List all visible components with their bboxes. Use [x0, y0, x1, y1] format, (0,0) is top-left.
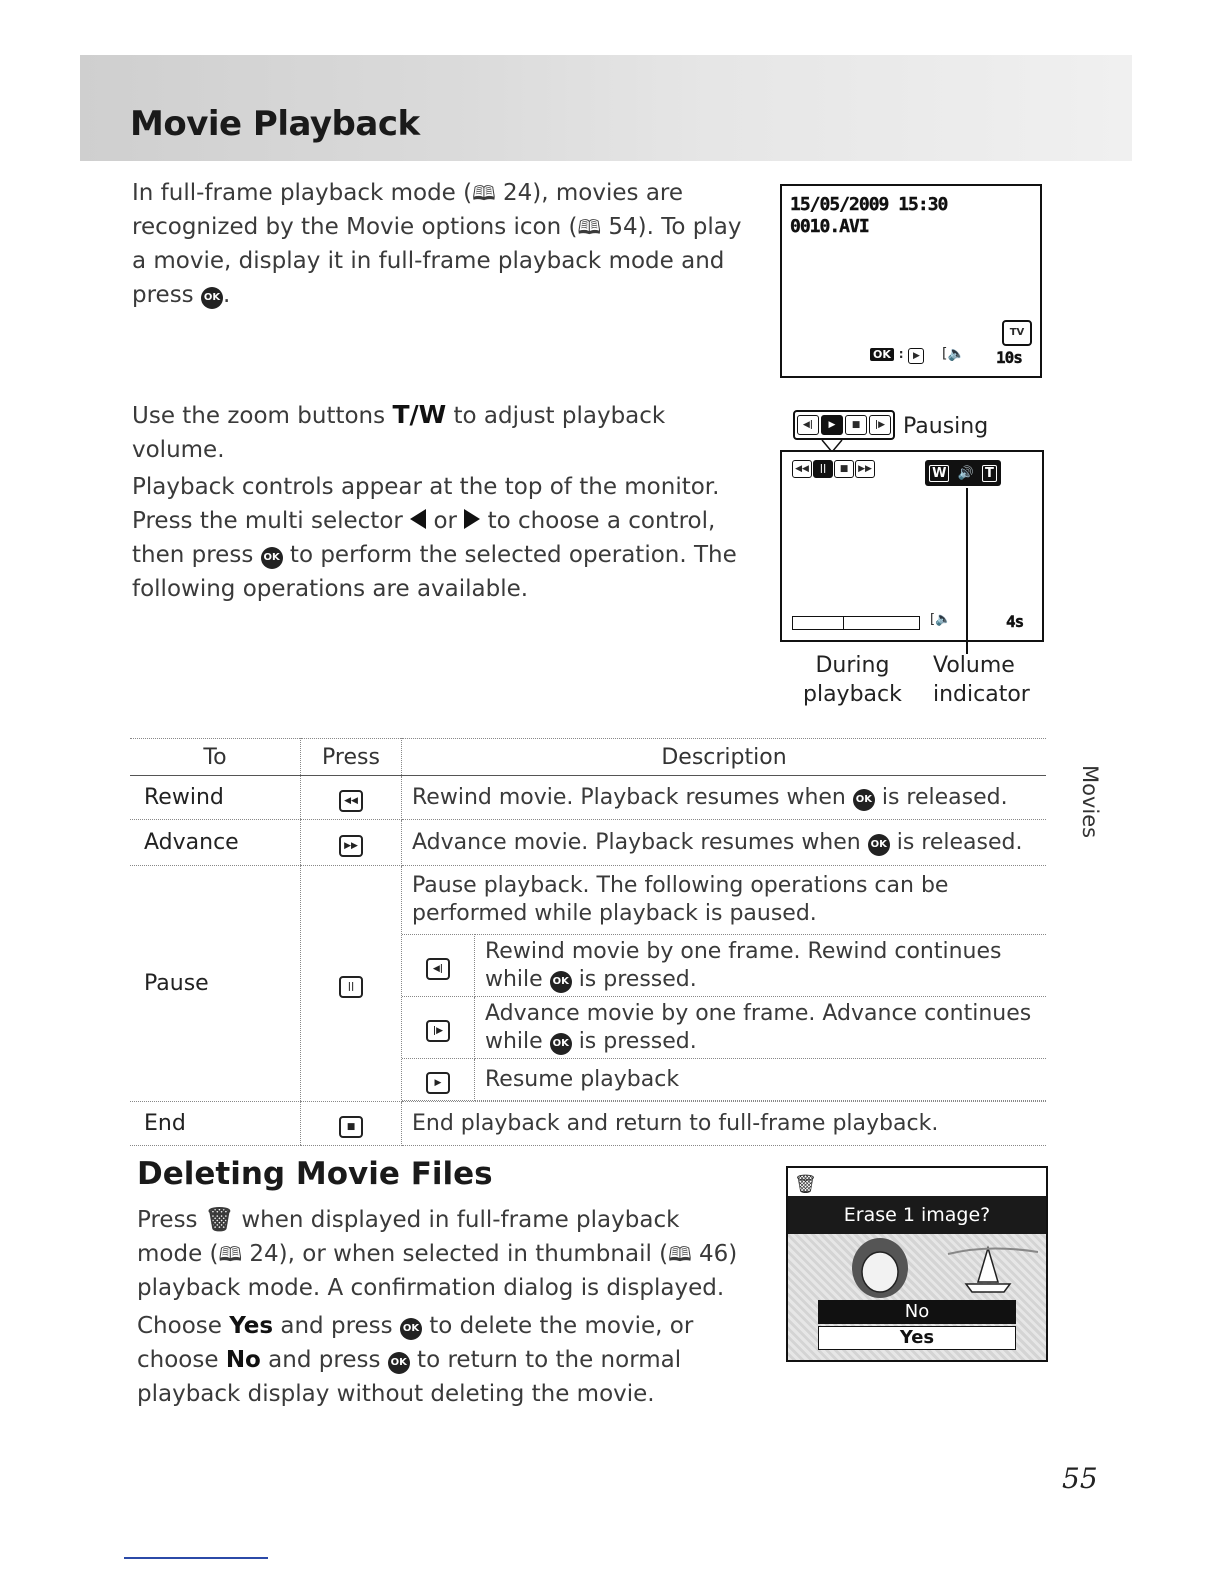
pause-icon: || [813, 460, 833, 478]
ok-button-icon [550, 1033, 572, 1055]
controls-text: to choose a control, then press [132, 508, 716, 568]
resume-play-icon: ▶ [426, 1072, 450, 1094]
intro-text: . [222, 282, 231, 308]
row-label: Advance [130, 820, 301, 866]
ok-button-icon [201, 287, 223, 309]
progress-bar [792, 616, 920, 630]
camera-screen-during-playback [780, 450, 1044, 642]
ok-play-icon: OK : ▶ [870, 346, 924, 364]
ok-button-icon [388, 1352, 410, 1374]
description-cell [402, 866, 1047, 1102]
option-no[interactable] [818, 1300, 1016, 1324]
delete-paragraph-2 [137, 1309, 737, 1411]
page-title: Movie Playback [130, 104, 420, 144]
desc-text: is released. [874, 784, 1008, 810]
desc-text: Advance movie. Playback resumes when [412, 829, 868, 855]
delete-text: 24), or when selected in thumbnail ( [242, 1241, 669, 1267]
option-yes-label: Yes [899, 1327, 935, 1348]
table-row-advance [130, 820, 1046, 866]
desc-text: is released. [889, 829, 1023, 855]
camera-screen-erase-dialog [786, 1166, 1048, 1362]
book-reference-icon: 🕮 [472, 181, 496, 205]
delete-text: to return to the normal playback display without deleting the movie. [137, 1347, 682, 1407]
sub-text: Advance movie by one frame. Advance continues while [485, 1000, 1032, 1054]
rewind-icon: ◀◀ [792, 460, 812, 478]
no-keyword: No [225, 1347, 261, 1373]
duration-readout: 10s [996, 348, 1022, 367]
stop-button-icon: ■ [339, 1116, 363, 1138]
rewind-button-icon: ◀◀ [339, 790, 363, 812]
table-row-pause [130, 866, 1046, 1102]
description-cell: End playback and return to full-frame playback. [402, 1102, 1047, 1146]
sub-text-cell: Resume playback [475, 1059, 1047, 1101]
book-reference-icon: 🕮 [218, 1242, 243, 1266]
controls-text: Playback controls appear at the top of the monitor. Press the multi selector [132, 474, 720, 534]
option-yes[interactable] [818, 1326, 1016, 1350]
press-cell [301, 776, 402, 820]
header-to: To [130, 739, 301, 776]
advance-icon: ▶▶ [855, 460, 875, 478]
left-arrow-icon [410, 509, 426, 529]
filename-readout: 0010.AVI [790, 216, 869, 237]
ok-button-icon [400, 1318, 422, 1340]
caption-volume-indicator [933, 651, 1030, 709]
sub-icon-cell [402, 935, 475, 997]
controls-text: or [426, 508, 465, 534]
header-description: Description [402, 739, 1047, 776]
advance-button-icon: ▶▶ [339, 835, 363, 857]
footer-rule [124, 1557, 268, 1559]
sub-icon-cell [402, 1059, 475, 1101]
press-cell [301, 1102, 402, 1146]
frame-forward-icon: |▶ [869, 415, 891, 435]
intro-text: 54). To play a movie, display it in full-frame playback mode and press [132, 214, 742, 308]
yes-keyword: Yes [229, 1313, 274, 1339]
zoom-paragraph [132, 398, 742, 467]
caption-line: playback [803, 682, 902, 707]
press-cell [301, 820, 402, 866]
volume-icon: [🔈 [930, 612, 952, 627]
time-readout: 4s [1006, 612, 1024, 631]
operations-table [130, 738, 1046, 1146]
delete-text: Choose [137, 1313, 230, 1339]
description-cell [402, 776, 1047, 820]
press-cell [301, 866, 402, 1102]
ok-button-icon [550, 971, 572, 993]
sub-text: is pressed. [571, 966, 697, 992]
camera-screen-full-frame [780, 184, 1042, 378]
description-cell [402, 820, 1047, 866]
sub-text-cell [475, 935, 1047, 997]
ok-button-icon [868, 834, 890, 856]
pause-description: Pause playback. The following operations can be performed while playback is paused. [412, 873, 949, 926]
subtable-row [402, 935, 1046, 997]
option-no-label: No [904, 1301, 930, 1322]
zoom-key: T/W [392, 400, 447, 429]
playback-controls [792, 460, 875, 478]
frame-back-icon: ◀| [797, 415, 819, 435]
volume-indicator [925, 460, 1001, 486]
caption-line: Volume [933, 653, 1015, 678]
trash-icon: 🗑 [794, 1174, 817, 1195]
book-reference-icon: 🕮 [668, 1242, 692, 1266]
stop-icon: ■ [845, 415, 867, 435]
header-press: Press [301, 739, 402, 776]
page-number: 55 [1062, 1462, 1098, 1495]
section-heading-delete: Deleting Movie Files [137, 1156, 493, 1192]
side-tab-label: Movies [1078, 765, 1102, 839]
volume-icon: [🔈 [942, 346, 965, 362]
delete-text: when displayed in full-frame playback mode ( [137, 1207, 680, 1267]
dialog-title: Erase 1 image? [843, 1204, 991, 1226]
pause-subtable [402, 934, 1046, 1101]
trash-icon: 🗑 [204, 1207, 235, 1233]
sub-text: Rewind movie by one frame. Rewind continues while [485, 938, 1002, 992]
intro-paragraph [132, 176, 752, 312]
play-icon: ▶ [821, 415, 843, 435]
caption-line: During [815, 653, 890, 678]
zoom-text: to adjust playback volume. [132, 403, 666, 463]
frame-rewind-icon: ◀| [426, 958, 450, 980]
table-row-rewind [130, 776, 1046, 820]
pausing-controls-callout [793, 410, 895, 440]
book-reference-icon: 🕮 [577, 215, 602, 239]
delete-text: to delete the movie, or choose [137, 1313, 694, 1373]
frame-advance-icon: |▶ [426, 1020, 450, 1042]
caption-line: indicator [933, 682, 1030, 707]
delete-text: and press [273, 1313, 400, 1339]
row-label: End [130, 1102, 301, 1146]
desc-text: Rewind movie. Playback resumes when [412, 784, 853, 810]
caption-during-playback [803, 651, 902, 709]
zoom-text: Use the zoom buttons [132, 403, 393, 429]
row-label: Pause [130, 866, 301, 1102]
subtable-row [402, 997, 1046, 1059]
dialog-title-bar [788, 1196, 1046, 1234]
row-label: Rewind [130, 776, 301, 820]
delete-text: 46) playback mode. A confirmation dialog is displayed. [137, 1241, 738, 1301]
wide-icon: W [929, 465, 949, 482]
delete-text: Press [137, 1207, 205, 1233]
stop-icon: ■ [834, 460, 854, 478]
ok-button-icon [261, 547, 283, 569]
ok-button-icon [853, 789, 875, 811]
tv-movie-icon: TV [1002, 320, 1032, 346]
pausing-label: Pausing [903, 414, 989, 439]
subtable-row [402, 1059, 1046, 1101]
delete-paragraph-1 [137, 1203, 747, 1305]
speaker-icon: 🔊 [957, 465, 974, 481]
tele-icon: T [982, 465, 997, 482]
datetime-readout: 15/05/2009 15:30 [790, 194, 948, 215]
table-header-row [130, 739, 1046, 776]
progress-fill [793, 617, 844, 629]
controls-paragraph [132, 470, 742, 606]
intro-text: 24), movies are recognized by the Movie options icon ( [132, 180, 684, 240]
delete-text: and press [260, 1347, 388, 1373]
table-row-end [130, 1102, 1046, 1146]
controls-text: to perform the selected operation. The following operations are available. [132, 542, 737, 602]
pause-button-icon: || [339, 976, 363, 998]
sub-text-cell [475, 997, 1047, 1059]
intro-text: In full-frame playback mode ( [132, 180, 473, 206]
right-arrow-icon [464, 509, 480, 529]
sub-icon-cell [402, 997, 475, 1059]
volume-leader-line [966, 488, 968, 640]
sub-text: is pressed. [571, 1028, 697, 1054]
side-tab [1068, 765, 1108, 839]
